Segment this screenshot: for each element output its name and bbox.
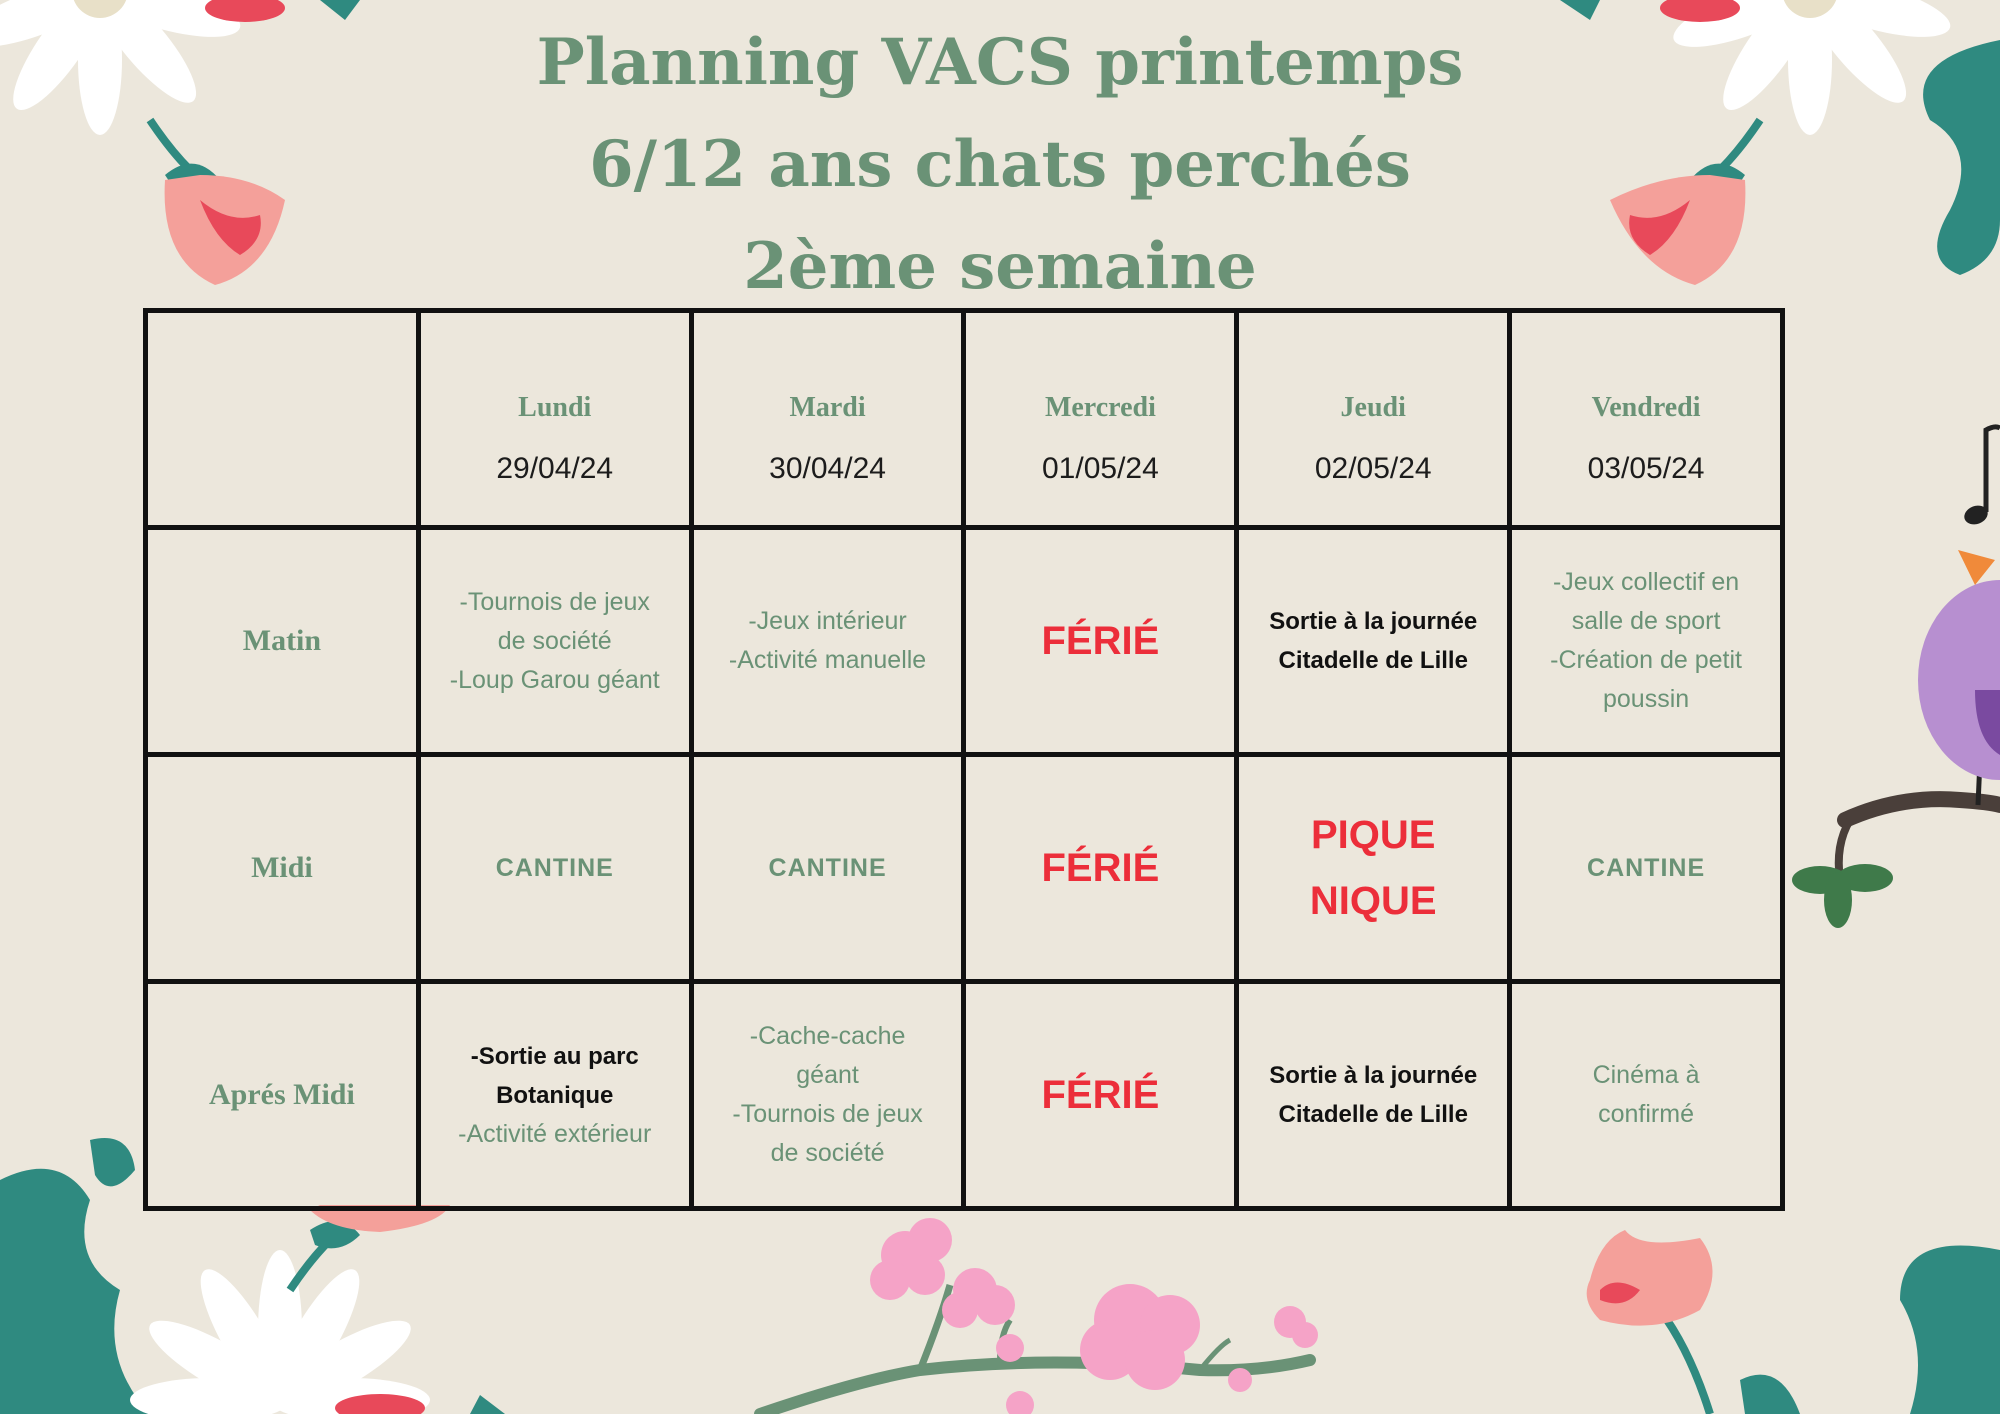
activity-line: -Tournois de jeux — [732, 1100, 923, 1128]
cantine-label: CANTINE — [495, 853, 614, 882]
day-date: 02/05/24 — [1314, 452, 1432, 485]
day-name: Jeudi — [1340, 392, 1406, 423]
bird-on-branch-icon — [1792, 427, 2000, 928]
activity-cell — [418, 982, 691, 1209]
picnic-label: NIQUE — [1309, 879, 1437, 923]
activity-cell — [964, 755, 1237, 982]
day-header-cell — [691, 311, 964, 528]
activity-line: Citadelle de Lille — [1278, 647, 1468, 674]
activity-line: Sortie à la journée — [1269, 608, 1478, 635]
schedule-table — [143, 308, 1785, 1211]
day-header-cell — [964, 311, 1237, 528]
page-subtitle: 6/12 ans chats perchés — [589, 127, 1411, 202]
day-date: 01/05/24 — [1042, 452, 1159, 485]
day-name: Mercredi — [1044, 392, 1156, 423]
activity-line: salle de sport — [1571, 607, 1721, 635]
activity-line: poussin — [1602, 685, 1690, 713]
table-row — [146, 982, 1783, 1209]
activity-line: Sortie à la journée — [1269, 1062, 1478, 1089]
activity-line: -Jeux intérieur — [748, 607, 907, 635]
holiday-label: FÉRIÉ — [1041, 618, 1160, 663]
activity-cell — [418, 755, 691, 982]
period-label: Matin — [242, 624, 322, 657]
activity-line: Cinéma à — [1592, 1061, 1700, 1089]
activity-line: géant — [796, 1061, 859, 1089]
activity-line: -Tournois de jeux — [459, 587, 650, 616]
teal-leaf-icon — [0, 1169, 150, 1414]
daisy-flower-icon — [130, 1250, 430, 1414]
activity-cell — [1237, 982, 1510, 1209]
activity-line: de société — [497, 626, 612, 655]
activity-line: de société — [770, 1139, 885, 1167]
cherry-blossom-branch-icon — [760, 1218, 1318, 1414]
page-title: Planning VACS printemps — [536, 25, 1464, 100]
activity-line: -Loup Garou géant — [449, 665, 660, 694]
activity-cell — [418, 528, 691, 755]
picnic-label: PIQUE — [1310, 813, 1436, 857]
activity-line: -Activité extérieur — [458, 1119, 652, 1148]
activity-line: -Sortie au parc — [470, 1042, 639, 1070]
day-name: Lundi — [518, 392, 592, 423]
activity-line: Citadelle de Lille — [1278, 1101, 1468, 1128]
period-label-cell — [146, 528, 419, 755]
day-name: Vendredi — [1591, 392, 1701, 423]
day-date: 30/04/24 — [769, 452, 886, 485]
week-label: 2ème semaine — [743, 229, 1257, 304]
activity-line: Botanique — [496, 1081, 614, 1109]
music-note-icon — [1962, 427, 2000, 528]
activity-line: -Jeux collectif en — [1552, 568, 1740, 596]
corner-cell — [146, 311, 419, 528]
activity-cell — [691, 528, 964, 755]
tulip-flower-icon — [1587, 1230, 1713, 1414]
day-name: Mardi — [789, 392, 866, 423]
activity-cell — [1237, 528, 1510, 755]
cantine-label: CANTINE — [768, 853, 887, 882]
activity-cell — [964, 528, 1237, 755]
table-row — [146, 755, 1783, 982]
activity-line: confirmé — [1598, 1100, 1694, 1128]
teal-leaf-icon — [1900, 1246, 2000, 1414]
cantine-label: CANTINE — [1587, 853, 1706, 882]
activity-line: -Création de petit — [1550, 646, 1742, 674]
day-header-cell — [1237, 311, 1510, 528]
activity-cell — [1510, 982, 1783, 1209]
day-date: 29/04/24 — [496, 452, 614, 485]
day-date: 03/05/24 — [1587, 452, 1705, 485]
activity-cell — [1237, 755, 1510, 982]
activity-cell — [964, 982, 1237, 1209]
period-label-cell — [146, 755, 419, 982]
activity-cell — [1510, 528, 1783, 755]
holiday-label: FÉRIÉ — [1041, 845, 1160, 890]
period-label: Aprés Midi — [209, 1078, 355, 1111]
period-label: Midi — [251, 851, 313, 884]
tulip-flower-icon — [290, 1205, 450, 1290]
activity-line: -Activité manuelle — [728, 646, 927, 674]
holiday-label: FÉRIÉ — [1041, 1072, 1160, 1117]
period-label-cell — [146, 982, 419, 1209]
activity-cell — [1510, 755, 1783, 982]
table-row — [146, 528, 1783, 755]
table-header-row — [146, 311, 1783, 528]
activity-line: -Cache-cache — [749, 1022, 906, 1050]
day-header-cell — [1510, 311, 1783, 528]
day-header-cell — [418, 311, 691, 528]
activity-cell — [691, 982, 964, 1209]
activity-cell — [691, 755, 964, 982]
